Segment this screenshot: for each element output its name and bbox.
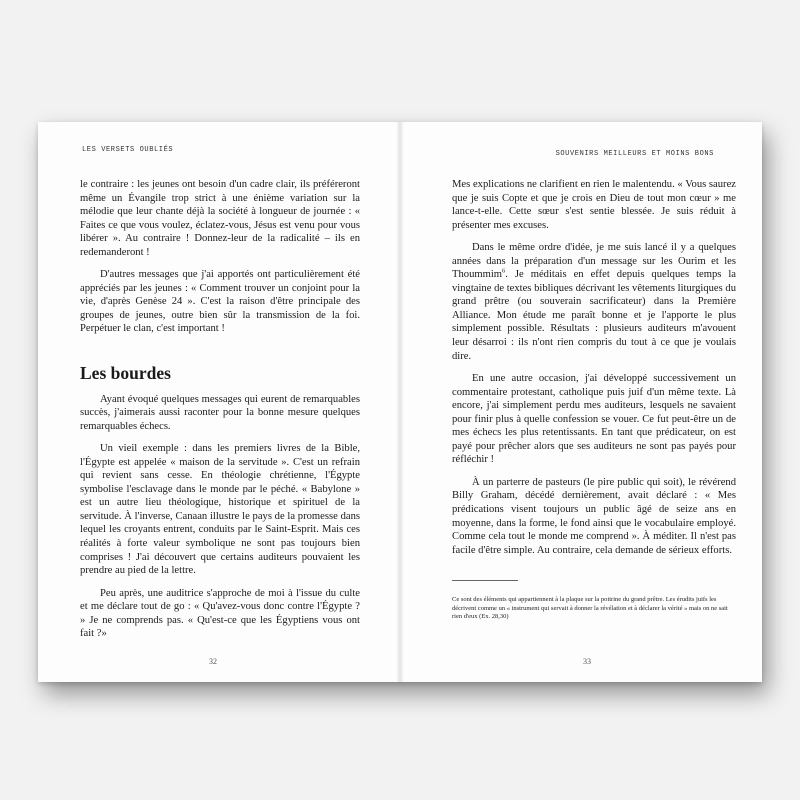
paragraph: Peu après, une auditrice s'approche de moi à l'issue du culte et me déclare tout de go : « Qu'avez-vous donc contre l'Égypte ? » Je ne comprends pas. « Qu'est-ce que les Égyptiens vous ont fait ?» <box>80 587 360 640</box>
paragraph: À un parterre de pasteurs (le pire public qui soit), le révérend Billy Graham, décédé dernièrement, avait déclaré : « Mes prédications visent toujours un public âgé de seize ans en moyenne, dans la forme, le fond ainsi que le vocabulaire employé. Comme cela tout le monde me comprend ». À méditer. Il n'est pas facile d'être simple. Au contraire, cela demande de sérieux efforts. <box>452 476 736 556</box>
running-head: SOUVENIRS MEILLEURS ET MOINS BONS <box>555 150 714 158</box>
footnote: Ce sont des éléments qui appartiennent à la plaque sur la poitrine du grand prêtre. Les érudits juifs les décrivent comme un « instrument qui servait à donner la révélation et à déclarer la vérité » mais on ne sait rien d'eux (Ex. 28,30) <box>452 596 728 620</box>
right-page <box>400 122 762 682</box>
paragraph: En une autre occasion, j'ai développé successivement un commentaire protestant, catholique puis juif d'un même texte. Là encore, j'ai simplement perdu mes auditeurs, lesquels ne savaient pour finir plus à quelle confession se vouer. Ce fut peut-être un de mes échecs les plus retentissants. En tant que prédicateur, on est payé pour prêcher alors que ses auditeurs ne sont pas payés pour réfléchir ! <box>452 373 736 466</box>
paragraph: Mes explications ne clarifient en rien le malentendu. « Vous saurez que je suis Copte et que je crois en Dieu de tout mon cœur » me lance-t-elle. Cette sœur s'est sentie blessée. Je suis réduit à présenter mes excuses. <box>452 179 736 231</box>
running-head: LES VERSETS OUBLIÉS <box>82 146 174 154</box>
footnote-ref[interactable]: 6 <box>502 267 506 275</box>
paragraph: D'autres messages que j'ai apportés ont particulièrement été appréciés par les jeunes : « Comment trouver un conjoint pour la vie, d'après Genèse 24 ». C'est la raison d'être principale des groupes de jeunes, outre bien sûr la transmission de la foi. Perpétuer le clan, c'est important ! <box>80 269 360 335</box>
left-page <box>38 122 400 682</box>
left-body-text <box>80 178 360 650</box>
paragraph: Un vieil exemple : dans les premiers livres de la Bible, l'Égypte est appelée « maison de la servitude ». C'est un refrain qui revient sans cesse. En théologie chrétienne, l'Égypte symbolise l'esclavage dans le monde par le péché. « Babylone » est un autre lieu théologique, historique et spirituel de la servitude. À l'inverse, Canaan illustre le pays de la promesse dans lequel les croyants entrent, conduits par le Saint-Esprit. Mais ces réalités à forte valeur symbolique ne sont pas toujours bien comprises ! J'ai découvert que certains auditeurs pouvaient les prendre au pied de la lettre. <box>80 443 360 577</box>
right-body-text <box>452 178 736 566</box>
paragraph <box>452 241 736 363</box>
section-heading: Les bourdes <box>80 363 171 384</box>
page-number: 33 <box>583 657 591 666</box>
paragraph-text: . Je méditais en effet depuis quelques temps la vingtaine de textes bibliques décrivant les vêtements liturgiques du grand prêtre (ou souverain sacrificateur) dans la Première Alliance. Mon étude me paraît bonne et je l'apporte le plus simplement possible. Résultats : plusieurs auditeurs m'avouent leur désarroi : ils n'ont rien compris du tout à ce que je voulais dire. <box>452 269 737 362</box>
page-number: 32 <box>209 657 217 666</box>
paragraph-text: Dans le même ordre d'idée, je me suis lancé il y a quelques années dans la préparation d'un message sur les Ourim et les Thoummim <box>452 242 736 281</box>
footnote-rule <box>452 580 518 581</box>
book-spread <box>38 122 762 682</box>
paragraph: le contraire : les jeunes ont besoin d'un cadre clair, ils préféreront même un Évangile trop strict à une énième variation sur la mélodie que leur chante déjà la société à longueur de journée : « Faites ce que vous voulez, éclatez-vous, Jésus est venu pour vous libérer ». Au contraire ! Donnez-leur de la radicalité – ils en redemanderont ! <box>80 179 360 258</box>
paragraph: Ayant évoqué quelques messages qui eurent de remarquables succès, j'aimerais aussi raconter pour la bonne mesure quelques remarquables échecs. <box>80 393 360 432</box>
